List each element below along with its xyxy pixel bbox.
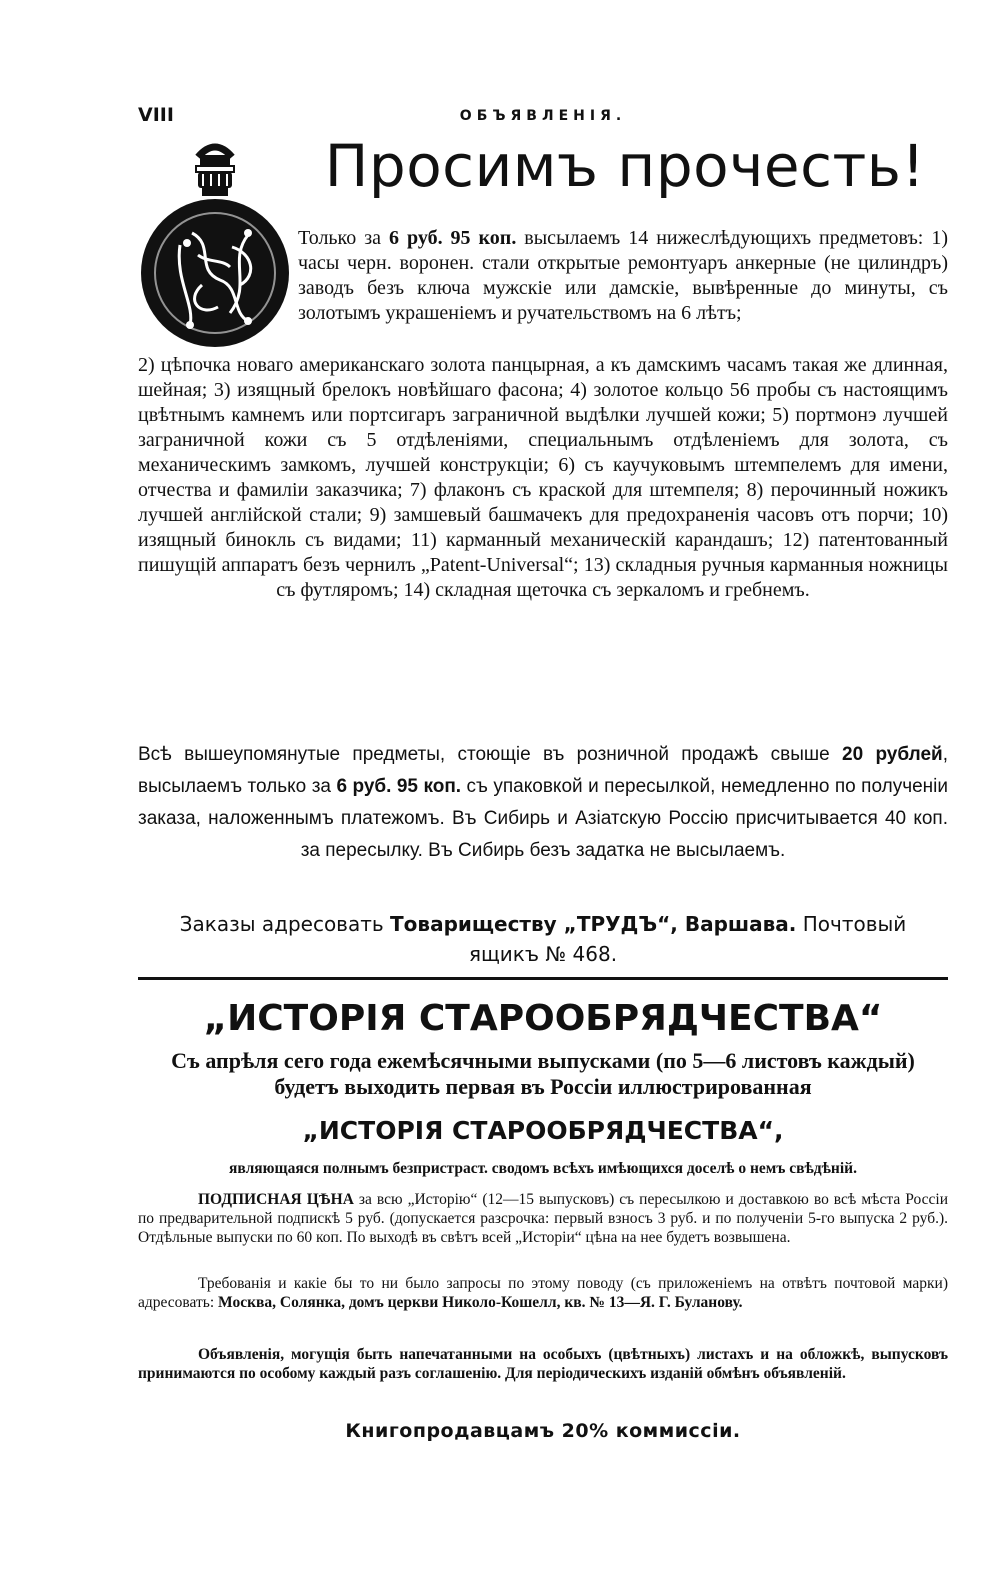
advert-items-list: 2) цѣпочка новаго американскаго золота панцырная, а къ дамскимъ часамъ такая же длинная, шейная; 3) изящный брелокъ новѣйшаго фасона; 4) золотое кольцо 56 пробы съ настоящимъ цвѣтнымъ камнемъ или портсигаръ заграничной выдѣлки лучшей кожи; 5) портмонэ лучшей заграничной кожи съ 5 отдѣленіями, специальнымъ отдѣленіемъ для золота, съ механическимъ замкомъ, лучшей конструкціи; 6) съ каучуковымъ штемпелемъ для имени, отчества и фамиліи заказчика; 7) флаконъ съ краской для штемпеля; 8) перочинный ножикъ лучшей англійской стали; 9) замшевый башмачекъ для предохраненія часовъ отъ порчи; 10) изящный бинокль съ видами; 11) карманный механическій карандашъ; 12) патентованный пишущій аппаратъ безъ чернилъ „Patent-Universal“; 13) складныя ручныя карманныя ножницы съ футляромъ; 14) складная щеточка съ зеркаломъ и гребнемъ. xyxy=(138,354,948,601)
intro-text-2: высылаемъ 14 нижеслѣдующихъ предметовъ: 1) часы черн. воронен. стали открытые ремонтуаръ анкерные (не цилиндръ) заводъ безъ ключа мужскіе или дамскіе, вывѣренные до минуты, съ золотымъ украшеніемъ и ручательствомъ на 6 лѣтъ; xyxy=(298,227,949,324)
offer-text-1: Всѣ вышеупомянутые предметы, стоющіе въ розничной продажѣ свыше xyxy=(138,744,842,765)
inquiries-text: Требованія и какіе бы то ни было запросы по этому поводу (съ приложеніемъ на отвѣтъ почтовой марки) адресовать: xyxy=(138,1275,948,1311)
book-subtitle: являющаяся полнымъ безпристраст. сводомъ всѣхъ имѣющихся доселѣ о немъ свѣдѣній. xyxy=(229,1160,857,1177)
subscription-text: за всю „Исторію“ (12—15 выпусковъ) съ пересылкою и доставкою во всѣ мѣста Россіи по предварительной подпискѣ 5 руб. (допускается разсрочка: первый взносъ 3 руб. и по полученіи 5-го выпуска 2 руб.). Отдѣльные выпуски по 60 коп. По выходѣ въ свѣтъ всей „Исторіи“ цѣна на нее будетъ возвышена. xyxy=(138,1191,948,1246)
pocket-watch-illustration xyxy=(140,135,290,350)
subscription-label: ПОДПИСНАЯ ЦѢНА xyxy=(198,1191,354,1208)
section-divider xyxy=(138,977,948,980)
order-address xyxy=(160,909,926,969)
order-text-2: Почтовый ящикъ № 468. xyxy=(468,912,907,966)
offer-value: 20 рублей xyxy=(842,744,943,765)
advertising-paragraph: Объявленія, могущія быть напечатанными на особыхъ (цвѣтныхъ) листахъ и на обложкѣ, выпусковъ принимаются по особому каждый разъ соглашенію. Для періодическихъ изданій обмѣнъ объявленій. xyxy=(138,1346,948,1382)
order-company: Товариществу „ТРУДЪ“, Варшава. xyxy=(390,912,797,936)
advert-intro-paragraph xyxy=(298,226,948,326)
book-intro: Съ апрѣля сего года ежемѣсячными выпусками (по 5—6 листовъ каждый) будетъ выходить первая въ Россіи иллюстрированная xyxy=(171,1048,915,1099)
inquiries-paragraph xyxy=(138,1274,948,1312)
intro-price: 6 руб. 95 коп. xyxy=(389,227,517,249)
subscription-paragraph xyxy=(138,1190,948,1247)
book-title-repeat: „ИСТОРІЯ СТАРООБРЯДЧЕСТВА“, xyxy=(302,1116,784,1145)
section-title: ОБЪЯВЛЕНІЯ. xyxy=(459,108,627,124)
offer-text-2: , высылаемъ только за xyxy=(138,744,948,797)
page-number: VIII xyxy=(138,104,174,126)
offer-text-3: съ упаковкой и пересылкой, немедленно по полученіи заказа, наложеннымъ платежомъ. Въ Сибирь и Азіатскую Россію присчитывается 40 коп. за пересылку. Въ Сибирь безъ задатка не высылаемъ. xyxy=(138,776,948,861)
offer-price: 6 руб. 95 коп. xyxy=(336,776,462,797)
book-title: „ИСТОРІЯ СТАРООБРЯДЧЕСТВА“ xyxy=(203,998,883,1039)
order-text-1: Заказы адресовать xyxy=(179,912,391,936)
advert-headline: Просимъ прочесть! xyxy=(324,132,926,200)
inquiries-address: Москва, Солянка, домъ церкви Николо-Кошелл, кв. № 13—Я. Г. Буланову. xyxy=(218,1294,743,1311)
intro-text-1: Только за xyxy=(298,227,389,249)
advert-offer-paragraph xyxy=(138,739,948,867)
bookseller-commission-note: Книгопродавцамъ 20% коммиссіи. xyxy=(345,1420,741,1442)
